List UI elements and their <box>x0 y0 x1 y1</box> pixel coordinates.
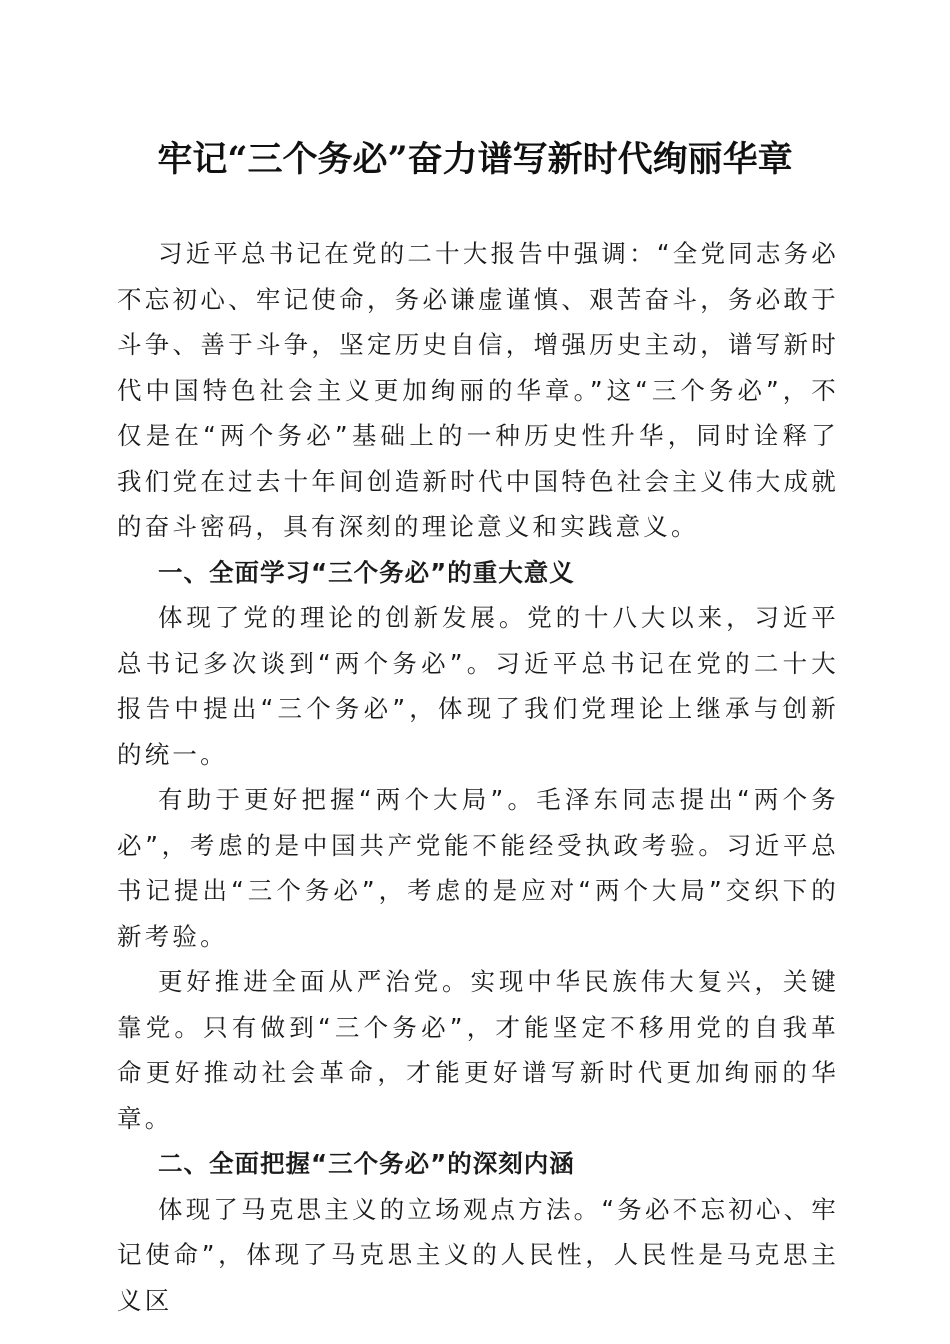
intro-paragraph: 习近平总书记在党的二十大报告中强调：“全党同志务必不忘初心、牢记使命，务必谦虚谨慎、艰苦奋斗，务必敢于斗争、善于斗争，坚定历史自信，增强历史主动，谱写新时代中国特色社会主义更加绚丽的华章。”这“三个务必”，不仅是在“两个务必”基础上的一种历史性升华，同时诠释了我们党在过去十年间创造新时代中国特色社会主义伟大成就的奋斗密码，具有深刻的理论意义和实践意义。 <box>117 239 839 541</box>
section-heading-1: 一、全面学习“三个务必”的重大意义 <box>158 557 575 587</box>
section-1-paragraph-3: 更好推进全面从严治党。实现中华民族伟大复兴，关键靠党。只有做到“三个务必”，才能坚定不移用党的自我革命更好推动社会革命，才能更好谱写新时代更加绚丽的华章。 <box>117 967 839 1133</box>
section-2-paragraph-1: 体现了马克思主义的立场观点方法。“务必不忘初心、牢记使命”，体现了马克思主义的人民性，人民性是马克思主义区 <box>117 1194 839 1315</box>
document-body <box>117 231 839 1323</box>
section-heading-2: 二、全面把握“三个务必”的深刻内涵 <box>158 1149 575 1178</box>
document-title: 牢记“三个务必”奋力谱写新时代绚丽华章 <box>157 139 793 180</box>
section-1-paragraph-2: 有助于更好把握“两个大局”。毛泽东同志提出“两个务必”，考虑的是中国共产党能不能经受执政考验。习近平总书记提出“三个务必”，考虑的是应对“两个大局”交织下的新考验。 <box>117 785 839 951</box>
section-1-paragraph-1: 体现了党的理论的创新发展。党的十八大以来，习近平总书记多次谈到“两个务必”。习近平总书记在党的二十大报告中提出“三个务必”，体现了我们党理论上继承与创新的统一。 <box>117 603 839 769</box>
